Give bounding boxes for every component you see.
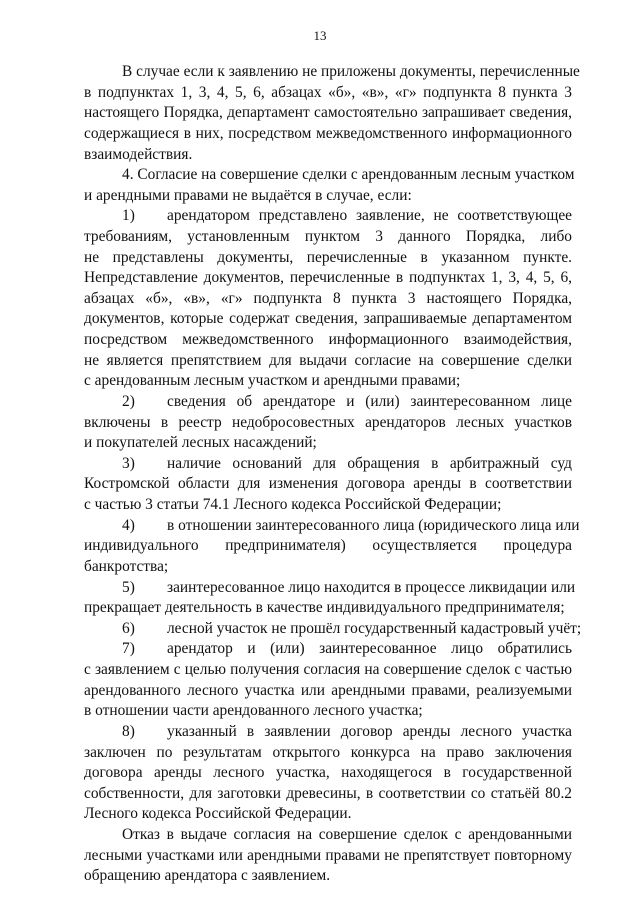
text-line [122,165,575,185]
line-text: с частью 3 статьи 74.1 Лесного кодекса Российской Федерации; [84,496,502,513]
text-line [84,186,572,206]
text-line [84,804,572,824]
text-line [84,701,572,721]
line-text: арендатором представлено заявление, не соответствующее [167,207,572,225]
text-line [84,413,572,433]
text-line [84,536,572,556]
text-line [84,846,572,866]
list-number: 2) [122,392,135,410]
text-line [84,351,572,371]
line-text: сведения об арендаторе и (или) заинтересованном лице [167,392,572,410]
list-number: 8) [122,722,135,740]
list-number: 4) [122,516,135,534]
line-text: заинтересованное лицо находится в процессе ликвидации или [167,578,576,596]
line-text: Лесного кодекса Российской Федерации. [84,805,352,823]
text-line [84,124,572,144]
text-line [122,206,572,226]
line-text: лесными участками или арендными правами не препятствует повторному [84,846,572,864]
line-text: в отношении части арендованного лесного участка; [84,702,423,720]
line-text: Отказ в выдаче согласия на совершение сделок с арендованными [122,825,572,843]
text-line [84,681,572,701]
text-line [122,722,572,742]
text-line [84,145,572,165]
text-line [84,557,572,577]
text-line [122,454,572,474]
text-line [122,639,572,659]
line-text: в отношении заинтересованного лица (юридического лица или [167,516,580,534]
line-text: настоящего Порядка, департамент самостоятельно запрашивает сведения, [84,104,572,122]
line-text: требованиям, установленным пунктом 3 данного Порядка, либо [84,228,572,245]
line-text: обращению арендатора с заявлением. [84,867,331,885]
line-text: в подпунктах 1, 3, 4, 5, 6, абзацах «б», «в», «г» подпункта 8 пункта 3 [84,83,572,101]
text-line [84,495,572,515]
text-line [84,866,572,886]
text-line [84,83,572,103]
text-line [84,330,572,350]
line-text: с заявлением с целью получения согласия на совершение сделок с частью [84,661,572,678]
line-text: собственности, для заготовки древесины, в соответствии со статьёй 80.2 [84,784,572,802]
text-line [84,474,572,494]
text-line [84,433,572,453]
text-line [84,309,572,329]
text-line [84,598,572,618]
line-text: арендованного лесного участка или арендными правами, реализуемыми [84,681,572,699]
line-text: банкротства; [84,557,169,575]
line-text: абзацах «б», «в», «г» подпункта 8 пункта 3 настоящего Порядка, [84,289,572,307]
line-text: взаимодействия. [84,145,193,163]
line-text: с арендованным лесным участком и арендными правами; [84,372,461,390]
text-line [84,743,572,763]
line-text: содержащиеся в них, посредством межведомственного информационного [84,124,572,142]
text-line [122,825,572,845]
line-text: 4. Согласие на совершение сделки с арендованным лесным участком [122,166,575,184]
text-line [84,289,572,309]
line-text: индивидуального предпринимателя) осуществляется процедура [84,537,572,555]
text-line [84,660,572,680]
line-text: посредством межведомственного информационного взаимодействия, [84,331,572,349]
list-number: 6) [122,619,135,637]
line-text: указанный в заявлении договор аренды лесного участка [167,722,572,740]
text-line [84,268,572,288]
text-line [122,62,580,82]
list-number: 3) [122,454,135,472]
line-text: В случае если к заявлению не приложены документы, перечисленные [122,63,580,80]
line-text: Костромской области для изменения договора аренды в соответствии [84,475,572,493]
text-line [122,392,572,412]
line-text: наличие оснований для обращения в арбитражный суд [167,454,572,472]
line-text: не представлены документы, перечисленные в указанном пункте. [84,248,572,266]
list-number: 1) [122,207,135,225]
line-text: и арендными правами не выдаётся в случае, если: [84,186,412,204]
line-text: документов, которые содержат сведения, запрашиваемые департаментом [84,310,572,328]
line-text: лесной участок не прошёл государственный кадастровый учёт; [167,619,582,637]
text-line [122,516,580,536]
text-line [122,578,576,598]
list-number: 7) [122,640,135,658]
line-text: заключен по результатам открытого конкурса на право заключения [84,743,572,761]
text-line [122,619,582,639]
line-text: прекращает деятельность в качестве индивидуального предпринимателя; [84,599,565,617]
line-text: включены в реестр недобросовестных арендаторов лесных участков [84,413,572,431]
list-number: 5) [122,578,135,596]
text-line [84,103,572,123]
line-text: договора аренды лесного участка, находящегося в государственной [84,764,572,782]
text-line [84,371,572,391]
line-text: арендатор и (или) заинтересованное лицо обратились [167,640,572,658]
text-line [84,763,572,783]
text-line [84,784,572,804]
line-text: не является препятствием для выдачи согласие на совершение сделки [84,351,572,369]
page-number: 13 [313,28,327,43]
line-text: и покупателей лесных насаждений; [84,434,317,452]
line-text: Непредставление документов, перечисленные в подпунктах 1, 3, 4, 5, 6, [84,269,572,287]
text-line [84,248,572,268]
text-line [84,227,572,247]
